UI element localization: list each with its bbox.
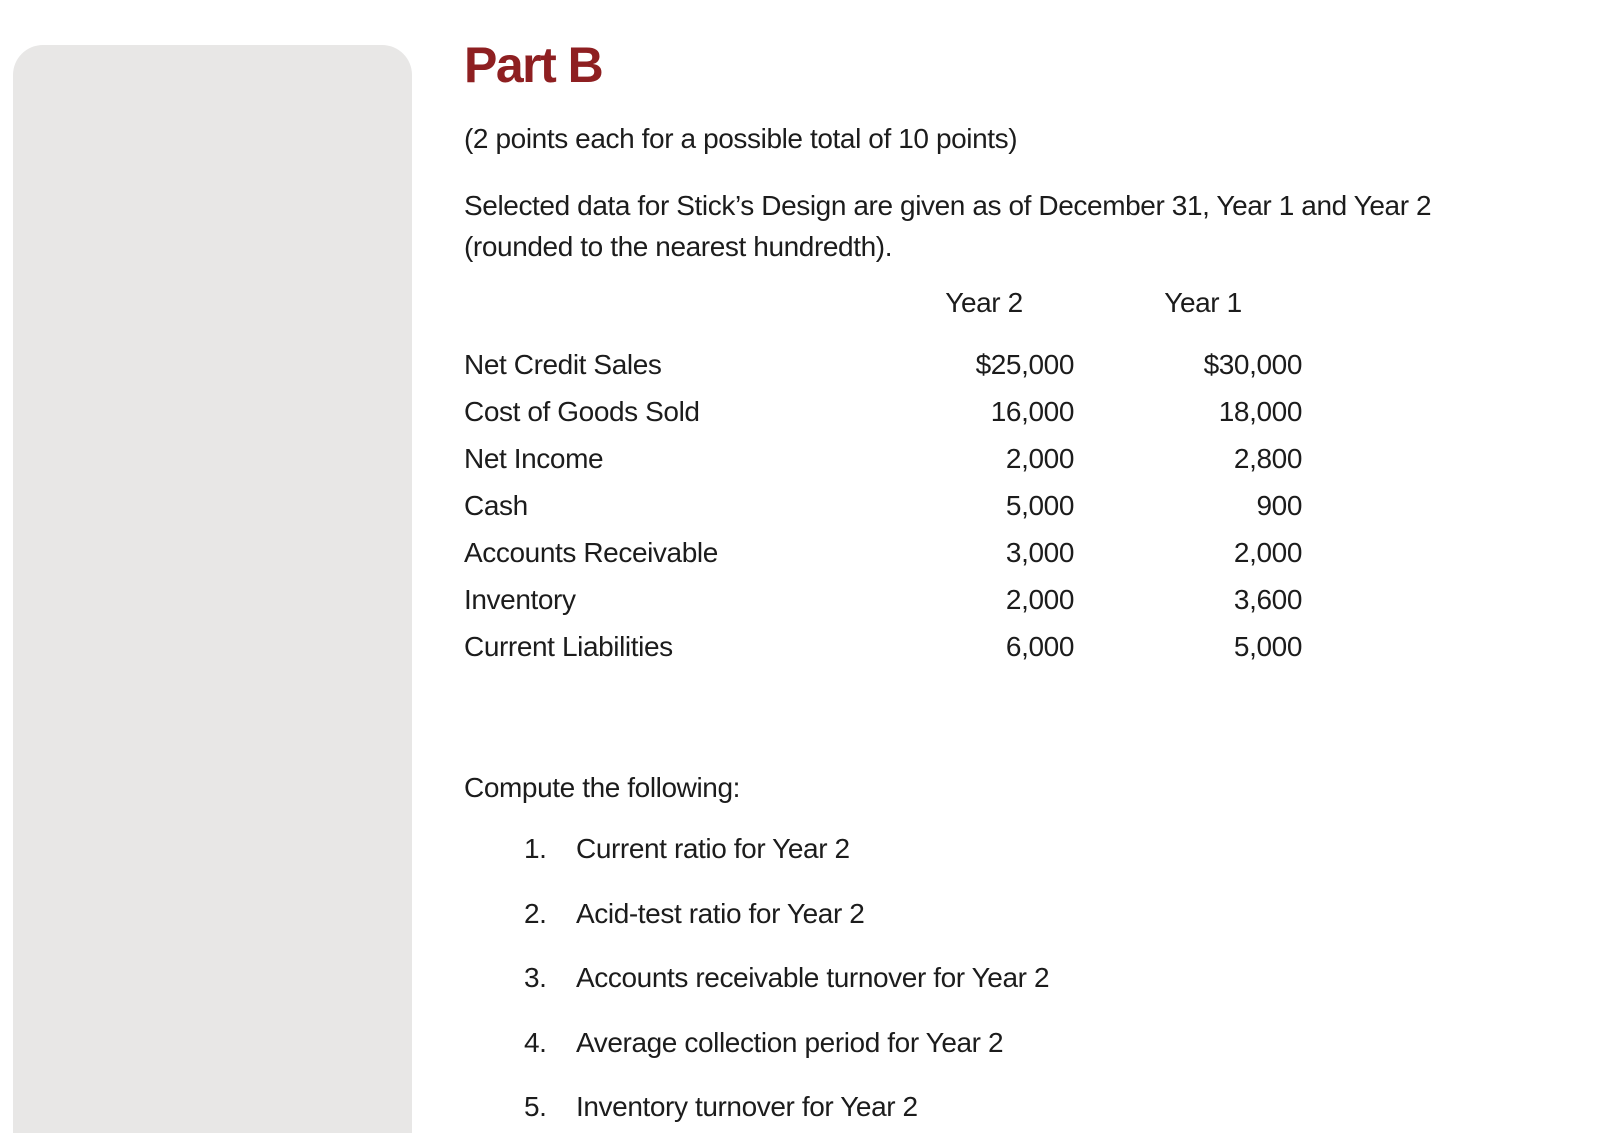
table-row [464, 443, 1302, 490]
row-label: Cash [464, 490, 528, 521]
year2-value: 6,000 [1005, 631, 1074, 662]
item-text: Average collection period for Year 2 [576, 1026, 1004, 1058]
year1-value: $30,000 [1203, 349, 1302, 380]
list-item [524, 898, 1049, 963]
table-spacer [464, 327, 1302, 349]
year1-value: 18,000 [1218, 396, 1302, 427]
item-text: Current ratio for Year 2 [576, 833, 850, 864]
table-row [464, 349, 1302, 396]
row-label: Accounts Receivable [464, 537, 718, 568]
row-label: Net Credit Sales [464, 349, 662, 380]
item-text: Inventory turnover for Year 2 [576, 1091, 918, 1122]
year1-value: 900 [1256, 490, 1302, 521]
table-row [464, 537, 1302, 584]
year1-value: 3,600 [1233, 584, 1302, 615]
item-text: Accounts receivable turnover for Year 2 [576, 962, 1050, 993]
table-row [464, 584, 1302, 631]
row-label: Net Income [464, 443, 604, 474]
list-item [524, 833, 1049, 898]
points-note: (2 points each for a possible total of 10 points) [464, 123, 1018, 154]
year1-value: 2,000 [1233, 537, 1302, 568]
financial-data-table [464, 287, 1302, 678]
intro-paragraph: Selected data for Stick’s Design are given as of December 31, Year 1 and Year 2 (rounded to the nearest hundredth). [464, 190, 1432, 262]
task-list [524, 833, 1049, 1133]
table-row [464, 490, 1302, 537]
year2-value: 5,000 [1005, 490, 1074, 521]
column-header-year2: Year 2 [945, 287, 1023, 318]
year1-value: 5,000 [1233, 631, 1302, 662]
table-row [464, 396, 1302, 443]
year1-value: 2,800 [1233, 443, 1302, 474]
table-row [464, 631, 1302, 678]
row-label: Inventory [464, 584, 576, 615]
item-text: Acid-test ratio for Year 2 [576, 897, 865, 929]
year2-value: $25,000 [975, 349, 1074, 380]
column-header-label [464, 287, 864, 327]
row-label: Cost of Goods Sold [464, 396, 700, 427]
column-header-year1: Year 1 [1164, 287, 1242, 318]
year2-value: 16,000 [990, 396, 1074, 427]
year2-value: 2,000 [1005, 584, 1074, 615]
item-number: 1. [524, 833, 547, 864]
year2-value: 2,000 [1005, 443, 1074, 474]
side-panel [13, 45, 412, 1133]
item-number: 4. [524, 1026, 547, 1058]
table-header-row [464, 287, 1302, 327]
item-number: 5. [524, 1091, 547, 1122]
item-number: 2. [524, 897, 547, 929]
year2-value: 3,000 [1005, 537, 1074, 568]
item-number: 3. [524, 962, 547, 993]
list-item [524, 1091, 1049, 1133]
row-label: Current Liabilities [464, 631, 673, 662]
compute-heading: Compute the following: [464, 772, 741, 803]
list-item [524, 1027, 1049, 1092]
list-item [524, 962, 1049, 1027]
part-title: Part B [464, 37, 603, 93]
